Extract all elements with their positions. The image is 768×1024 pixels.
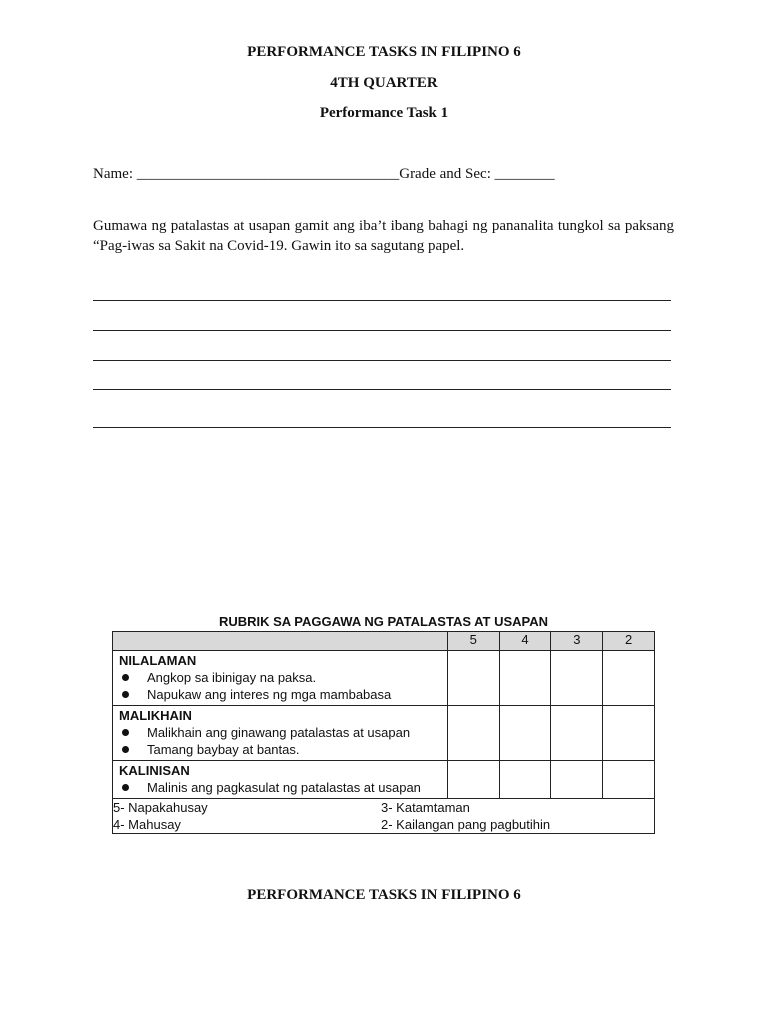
instructions-paragraph: Gumawa ng patalastas at usapan gamit ang iba’t ibang bahagi ng pananalita tungkol sa paksang “Pag-iwas sa Sakit na Covid-19. Gawin ito sa sagutang papel. bbox=[93, 218, 674, 254]
score-cell[interactable] bbox=[551, 761, 603, 799]
legend-item: 2- Kailangan pang pagbutihin bbox=[381, 817, 551, 832]
score-cell[interactable] bbox=[499, 651, 551, 706]
rubric-row-kalinisan bbox=[113, 761, 655, 799]
task-label: Performance Task 1 bbox=[319, 105, 449, 121]
name-label: Name: bbox=[93, 166, 133, 182]
criterion-bullet: Tamang baybay at bantas. bbox=[119, 741, 443, 758]
answer-line bbox=[93, 427, 671, 428]
name-grade-row bbox=[93, 166, 693, 183]
criterion-bullet: Napukaw ang interes ng mga mambabasa bbox=[119, 686, 443, 703]
rubric-header-row bbox=[113, 632, 655, 651]
criterion-bullet: Angkop sa ibinigay na paksa. bbox=[119, 669, 443, 686]
rubric-legend bbox=[113, 799, 655, 834]
answer-line bbox=[93, 360, 671, 361]
legend-right-column bbox=[381, 799, 649, 833]
score-cell[interactable] bbox=[603, 651, 655, 706]
quarter-label: 4TH QUARTER bbox=[330, 75, 438, 91]
answer-line bbox=[93, 389, 671, 390]
document-title: PERFORMANCE TASKS IN FILIPINO 6 bbox=[247, 44, 521, 60]
score-cell[interactable] bbox=[603, 761, 655, 799]
score-cell[interactable] bbox=[551, 651, 603, 706]
criterion-cell bbox=[113, 761, 448, 799]
criterion-bullet: Malikhain ang ginawang patalastas at usapan bbox=[119, 724, 443, 741]
rubric-table bbox=[112, 631, 655, 834]
name-blank: ___________________________________ bbox=[136, 166, 400, 182]
score-cell[interactable] bbox=[551, 706, 603, 761]
criterion-heading: MALIKHAIN bbox=[119, 708, 192, 723]
score-cell[interactable] bbox=[499, 706, 551, 761]
rubric-row-malikhain bbox=[113, 706, 655, 761]
score-header: 4 bbox=[499, 632, 551, 651]
legend-item: 5- Napakahusay bbox=[113, 800, 208, 815]
score-header: 2 bbox=[603, 632, 655, 651]
score-header: 3 bbox=[551, 632, 603, 651]
legend-item: 4- Mahusay bbox=[113, 817, 181, 832]
legend-left-column bbox=[113, 799, 381, 833]
rubric-legend-row bbox=[113, 799, 655, 834]
grade-label: Grade and Sec: bbox=[399, 166, 491, 182]
score-cell[interactable] bbox=[447, 651, 499, 706]
criterion-cell bbox=[113, 651, 448, 706]
criteria-header-cell bbox=[113, 632, 448, 651]
answer-line bbox=[93, 330, 671, 331]
rubric-title: RUBRIK SA PAGGAWA NG PATALASTAS AT USAPAN bbox=[218, 614, 549, 629]
grade-blank: ________ bbox=[494, 166, 555, 182]
score-cell[interactable] bbox=[447, 761, 499, 799]
answer-line bbox=[93, 300, 671, 301]
criterion-cell bbox=[113, 706, 448, 761]
score-cell[interactable] bbox=[603, 706, 655, 761]
score-cell[interactable] bbox=[447, 706, 499, 761]
criterion-bullet: Malinis ang pagkasulat ng patalastas at usapan bbox=[119, 779, 443, 796]
criterion-heading: NILALAMAN bbox=[119, 653, 197, 668]
legend-item: 3- Katamtaman bbox=[381, 800, 470, 815]
score-cell[interactable] bbox=[499, 761, 551, 799]
rubric-row-nilalaman bbox=[113, 651, 655, 706]
criterion-heading: KALINISAN bbox=[119, 763, 190, 778]
score-header: 5 bbox=[447, 632, 499, 651]
footer-title: PERFORMANCE TASKS IN FILIPINO 6 bbox=[247, 887, 521, 903]
